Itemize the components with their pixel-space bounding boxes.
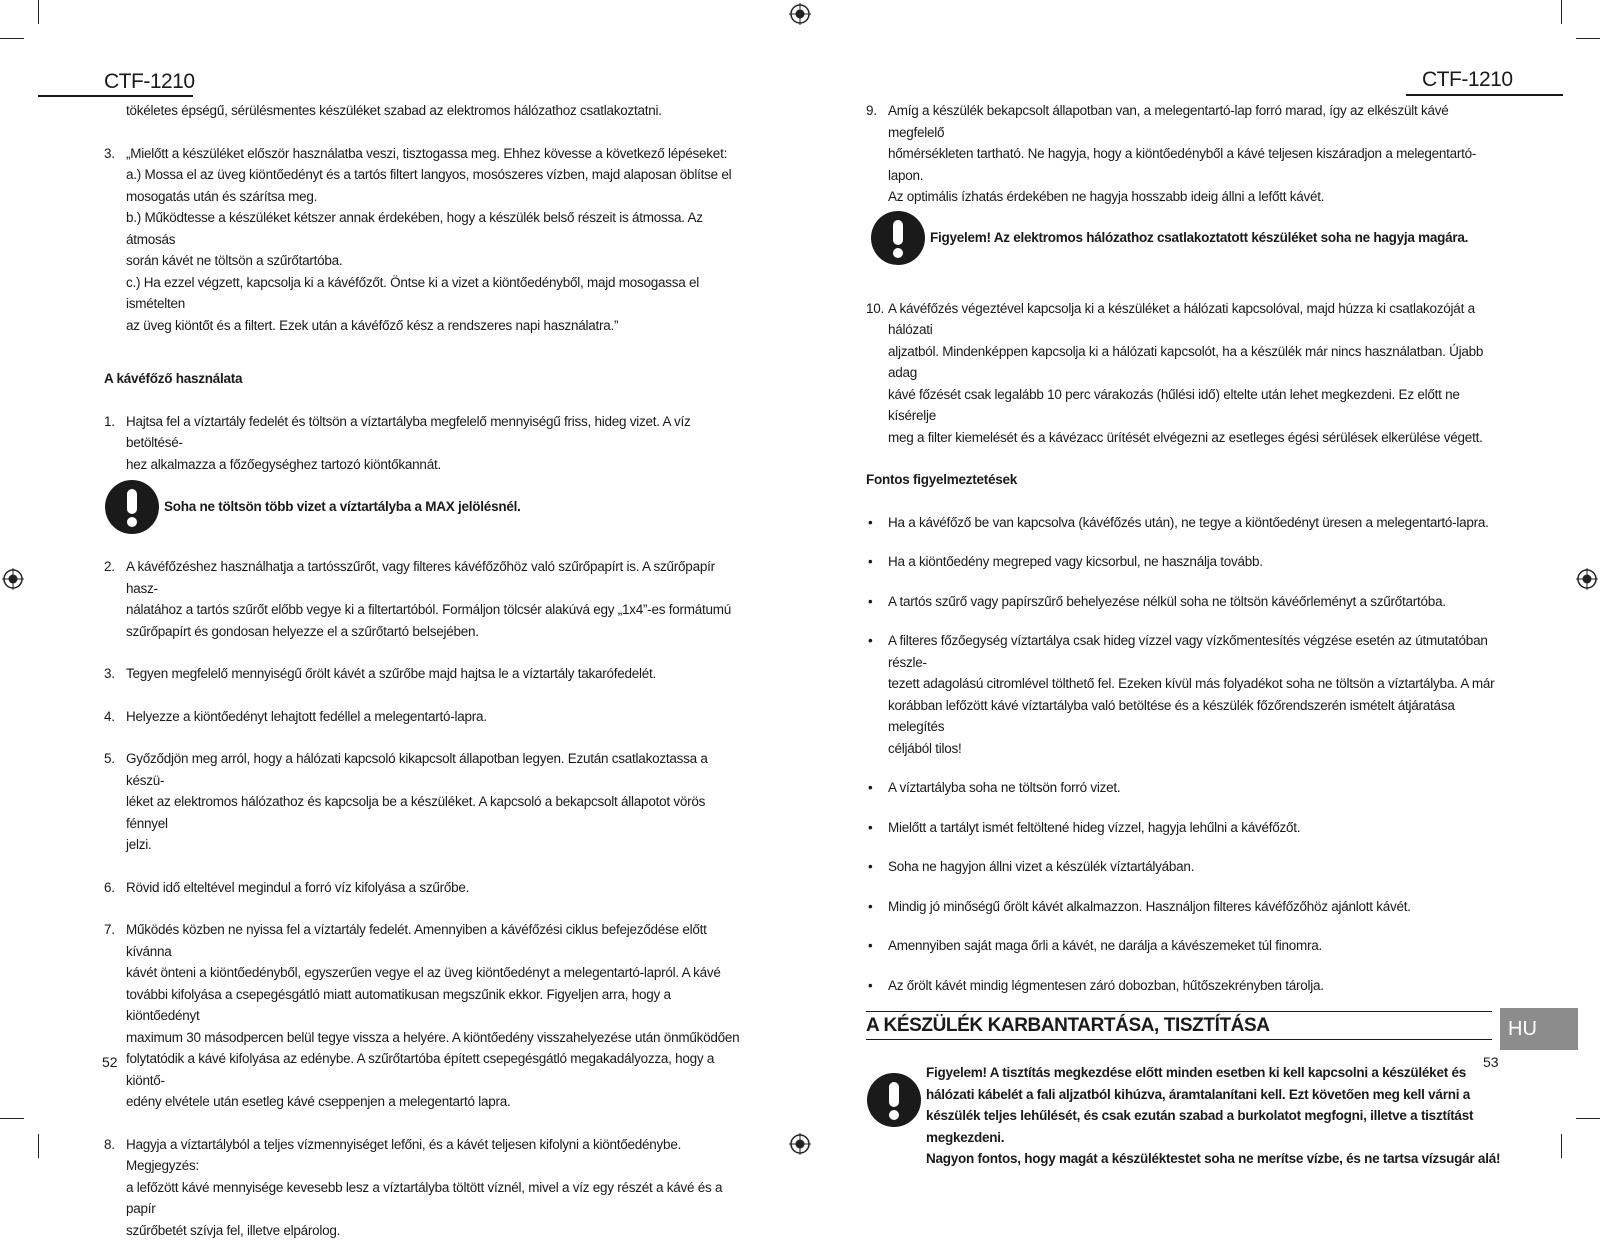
header-rule-left [38, 95, 193, 97]
item-text [888, 856, 1506, 878]
crop-mark [38, 1134, 39, 1158]
registration-mark-icon [789, 3, 811, 25]
text-line: nálatához a tartós szűrőt előbb vegye ki a filtertartóból. Formáljon tölcsér alakúvá egy „1x4”-es formátumú [126, 599, 744, 621]
bullet-item [866, 512, 1506, 534]
text-line: Amíg a készülék bekapcsolt állapotban van, a melegentartó-lap forró marad, így az elkészült kávé megfelelő [888, 100, 1506, 143]
text-line: edény elvétele után esetleg kávé cseppenjen a melegentartó lapra. [126, 1091, 744, 1113]
text-line: a lefőzött kávé mennyisége kevesebb lesz a víztartályba töltött víznél, mivel a víz egy részét a kávé és a papír [126, 1177, 744, 1220]
page-number-right: 53 [1483, 1054, 1499, 1070]
warnings-list [866, 512, 1506, 997]
crop-mark [0, 38, 24, 39]
list-number: 8. [104, 1134, 126, 1241]
list-item [104, 877, 744, 899]
text-line: hőmérsékleten tartható. Ne hagyja, hogy a kiöntőedényből a kávé teljesen kiszáradjon a melegentartó-lapon. [888, 143, 1506, 186]
text-line: A tartós szűrő vagy papírszűrő behelyezése nélkül soha ne töltsön kávéőrleményt a szűrőtartóba. [888, 591, 1506, 613]
model-name-right: CTF-1210 [1422, 68, 1513, 92]
text-line: az üveg kiöntőt és a filtert. Ezek után a kávéfőző kész a rendszeres napi használatra.” [126, 315, 744, 337]
bullet-icon: • [866, 777, 888, 799]
item-text [126, 877, 744, 899]
text-line: szűrőbetét szívja fel, illetve elpárolog. [126, 1220, 744, 1241]
text-line: Tegyen megfelelő mennyiségű őrölt kávét a szűrőbe majd hajtsa le a víztartály takarófedelét. [126, 663, 744, 685]
item-text [888, 935, 1506, 957]
text-line: készülék teljes lehűlését, és csak ezután szabad a burkolatot megfogni, illetve a tisztítást [926, 1105, 1500, 1127]
text-line: A filteres főzőegység víztartálya csak hideg vízzel vagy vízkőmentesítés végzése esetén az útmutatóban részle- [888, 630, 1506, 673]
bullet-icon: • [866, 630, 888, 759]
text-line: Soha ne hagyjon állni vizet a készülék víztartályában. [888, 856, 1506, 878]
item-text [888, 591, 1506, 613]
list-item [104, 706, 744, 728]
crop-mark [1561, 0, 1562, 24]
bullet-item [866, 817, 1506, 839]
text-line: b.) Működtesse a készüléket kétszer annak érdekében, hogy a készülék belső részeit is átmossa. Az átmosás [126, 207, 744, 250]
item-text [888, 777, 1506, 799]
text-line: A víztartályba soha ne töltsön forró vizet. [888, 777, 1506, 799]
exclamation-warning-icon [104, 479, 160, 535]
text-line: léket az elektromos hálózathoz és kapcsolja be a készüléket. A kapcsoló a bekapcsolt állapotot vörös fénnyel [126, 791, 744, 834]
list-item [104, 411, 744, 476]
crop-mark [38, 0, 39, 24]
item-text [126, 748, 744, 856]
list-number: 1. [104, 411, 126, 476]
list-number: 7. [104, 919, 126, 1113]
crop-mark [1561, 1134, 1562, 1158]
model-name-left: CTF-1210 [104, 70, 195, 94]
bullet-item [866, 856, 1506, 878]
text-line: Hagyja a víztartályból a teljes vízmennyiséget lefőni, és a kávét teljesen kifolyni a kiöntőedénybe. Megjegyzés: [126, 1134, 744, 1177]
text-line: Amennyiben saját maga őrli a kávét, ne darálja a kávészemeket túl finomra. [888, 935, 1506, 957]
list-item [104, 919, 744, 1113]
bullet-icon: • [866, 896, 888, 918]
item-text [888, 512, 1506, 534]
text-line: Az optimális ízhatás érdekében ne hagyja hosszabb ideig állni a lefőtt kávét. [888, 186, 1506, 208]
text-line: Működés közben ne nyissa fel a víztartály fedelét. Amennyiben a kávéfőzési ciklus befejeződése előtt kívánna [126, 919, 744, 962]
right-page [866, 100, 1506, 1170]
text-line: további kifolyása a csepegésgátló miatt automatikusan megszűnik ekkor. Figyeljen arra, hogy a kiöntőedényt [126, 984, 744, 1027]
text-line: mosogatás után és szárítsa meg. [126, 186, 744, 208]
warning-text: Soha ne töltsön több vizet a víztartályba a MAX jelölésnél. [164, 496, 521, 518]
item-text [126, 919, 744, 1113]
crop-mark [1576, 38, 1600, 39]
bullet-icon: • [866, 975, 888, 997]
list-number: 2. [104, 556, 126, 642]
list-item: 9. Amíg a készülék bekapcsolt állapotban van, a melegentartó-lap forró marad, így az elkészült kávé megfelelő hőmérsékleten tartható. Ne hagyja, hogy a kiöntőedényből a kávé teljesen kiszáradjon a melegentartó-lapon. Az optimális ízhatás érdekében ne hagyja hosszabb ideig állni a lefőtt kávét. [866, 100, 1506, 208]
bullet-icon: • [866, 817, 888, 839]
text-line: maximum 30 másodpercen belül tegye vissza a helyére. A kiöntőedény visszahelyezése után önműködően [126, 1027, 744, 1049]
list-item: 10. A kávéfőzés végeztével kapcsolja ki a készüléket a hálózati kapcsolóval, majd húzza ki csatlakozóját a hálózati aljzatból. Mindenképpen kapcsolja ki a hálózati kapcsolót, ha a készülék már nincs használatban. Újabb adag kávé főzését csak legalább 10 perc várakozás (hűlési idő) eltelte után lehet megkezdeni. Ez előtt ne kísérelje meg a filter kiemelését és a kávézacc ürítését elvégezni az esetleges égési sérülések elkerülése végett. [866, 298, 1506, 449]
registration-mark-icon [789, 1133, 811, 1155]
item-text [126, 556, 744, 642]
bullet-item [866, 630, 1506, 759]
warning-box [866, 1062, 1506, 1170]
text-line: A kávéfőzéshez használhatja a tartósszűrőt, vagy filteres kávéfőzőhöz való szűrőpapírt is. A szűrőpapír hasz- [126, 556, 744, 599]
text-line: hálózati kábelét a fali aljzatból kihúzva, áramtalanítani kell. Ezt követően meg kell várni a [926, 1084, 1500, 1106]
maintenance-heading: A KÉSZÜLÉK KARBANTARTÁSA, TISZTÍTÁSA [866, 1011, 1492, 1040]
warning-text: Figyelem! Az elektromos hálózathoz csatlakoztatott készüléket soha ne hagyja magára. [930, 227, 1468, 249]
bullet-item [866, 975, 1506, 997]
page-number-left: 52 [102, 1054, 118, 1070]
text-line: megkezdeni. [926, 1127, 1500, 1149]
text-line: szűrőpapírt és gondosan helyezze el a szűrőtartó belsejében. [126, 621, 744, 643]
item-text [888, 975, 1506, 997]
usage-list [104, 556, 744, 1241]
item-text [126, 663, 744, 685]
text-line: Mielőtt a tartályt ismét feltöltené hideg vízzel, hagyja lehűlni a kávéfőzőt. [888, 817, 1506, 839]
exclamation-warning-icon [866, 1072, 922, 1128]
warnings-heading: Fontos figyelmeztetések [866, 469, 1506, 491]
text-line: jelzi. [126, 834, 744, 856]
text-line: a.) Mossa el az üveg kiöntőedényt és a tartós filtert langyos, mosószeres vízben, majd alaposan öblítse el [126, 164, 744, 186]
text-line: folytatódik a kávé kifolyása az edénybe. A szűrőtartóba épített csepegésgátló megakadályozza, hogy a kiöntő- [126, 1048, 744, 1091]
text-line: A kávéfőzés végeztével kapcsolja ki a készüléket a hálózati kapcsolóval, majd húzza ki csatlakozóját a hálózati [888, 298, 1506, 341]
bullet-item [866, 935, 1506, 957]
text-line: Nagyon fontos, hogy magát a készüléktestet soha ne merítse vízbe, és ne tartsa vízsugár alá! [926, 1148, 1500, 1170]
item-text [888, 630, 1506, 759]
item-text [126, 1134, 744, 1241]
text-line: kávét önteni a kiöntőedényből, egyszerűen vegye el az üveg kiöntőedényt a melegentartó-lapról. A kávé [126, 962, 744, 984]
bullet-icon: • [866, 512, 888, 534]
item-text [888, 298, 1506, 449]
bullet-item [866, 591, 1506, 613]
text-line: céljából tilos! [888, 738, 1506, 760]
item-text [888, 896, 1506, 918]
crop-mark [1576, 1118, 1600, 1119]
crop-mark [0, 1118, 24, 1119]
text-line: Hajtsa fel a víztartály fedelét és töltsön a víztartályba megfelelő mennyiségű friss, hideg vizet. A víz betöltésé- [126, 411, 744, 454]
text-line: Győződjön meg arról, hogy a hálózati kapcsoló kikapcsolt állapotban legyen. Ezután csatlakoztassa a készü- [126, 748, 744, 791]
text-line: aljzatból. Mindenképpen kapcsolja ki a hálózati kapcsolót, ha a készülék már nincs használatban. Újabb adag [888, 341, 1506, 384]
warning-text [926, 1062, 1500, 1170]
bullet-icon: • [866, 551, 888, 573]
text-line: meg a filter kiemelését és a kávézacc ürítését elvégezni az esetleges égési sérülések elkerülése végett. [888, 427, 1506, 449]
item-text [126, 706, 744, 728]
text-line: Mindig jó minőségű őrölt kávét alkalmazzon. Használjon filteres kávéfőzőhöz ajánlott kávét. [888, 896, 1506, 918]
item-text [888, 551, 1506, 573]
item-text [126, 411, 744, 476]
list-number: 6. [104, 877, 126, 899]
left-page [104, 100, 744, 1241]
usage-list [104, 411, 744, 476]
text-line: c.) Ha ezzel végzett, kapcsolja ki a kávéfőzőt. Öntse ki a vizet a kiöntőedényből, majd mosogassa el ismételten [126, 272, 744, 315]
exclamation-warning-icon [870, 210, 926, 266]
list-item [104, 748, 744, 856]
text-line: Ha a kiöntőedény megreped vagy kicsorbul, ne használja tovább. [888, 551, 1506, 573]
text-line: Ha a kávéfőző be van kapcsolva (kávéfőzés után), ne tegye a kiöntőedényt üresen a melegentartó-lapra. [888, 512, 1506, 534]
list-number: 4. [104, 706, 126, 728]
language-tab: HU [1500, 1008, 1578, 1050]
list-number: 3. [104, 663, 126, 685]
intro-line: tökéletes épségű, sérülésmentes készüléket szabad az elektromos hálózathoz csatlakoztatni. [126, 100, 744, 122]
text-line: Rövid idő elteltével megindul a forró víz kifolyása a szűrőbe. [126, 877, 744, 899]
text-line: Figyelem! A tisztítás megkezdése előtt minden esetben ki kell kapcsolni a készüléket és [926, 1062, 1500, 1084]
registration-mark-icon [2, 568, 24, 590]
bullet-icon: • [866, 591, 888, 613]
item-text [888, 100, 1506, 208]
warning-box [870, 210, 1506, 266]
text-line: tezett adagolású citromlével tölthető fel. Ezeken kívül más folyadékot soha ne töltsön a víztartályba. A már [888, 673, 1506, 695]
list-item [104, 1134, 744, 1241]
bullet-icon: • [866, 935, 888, 957]
text-line: Az őrölt kávét mindig légmentesen záró dobozban, hűtőszekrényben tárolja. [888, 975, 1506, 997]
text-line: kávé főzését csak legalább 10 perc várakozás (hűlési idő) eltelte után lehet megkezdeni. Ez előtt ne kísérelje [888, 384, 1506, 427]
bullet-icon: • [866, 856, 888, 878]
bullet-item [866, 896, 1506, 918]
warning-box [104, 479, 744, 535]
text-line: során kávét ne töltsön a szűrőtartóba. [126, 250, 744, 272]
text-line: Helyezze a kiöntőedényt lehajtott fedéllel a melegentartó-lapra. [126, 706, 744, 728]
registration-mark-icon [1576, 568, 1598, 590]
item-text [888, 817, 1506, 839]
bullet-item [866, 777, 1506, 799]
list-item: 3. „Mielőtt a készüléket először használatba veszi, tisztogassa meg. Ehhez kövesse a következő lépéseket: a.) Mossa el az üveg kiöntőedényt és a tartós filtert langyos, mosószeres vízben, majd alaposan öblítse el mosogatás után és szárítsa meg. b.) Működtesse a készüléket kétszer annak érdekében, hogy a készülék belső részeit is átmossa. Az átmosás során kávét ne töltsön a szűrőtartóba. c.) Ha ezzel végzett, kapcsolja ki a kávéfőzőt. Öntse ki a vizet a kiöntőedényből, majd mosogassa el ismételten az üveg kiöntőt és a filtert. Ezek után a kávéfőző kész a rendszeres napi használatra.” [104, 143, 744, 337]
list-item [104, 556, 744, 642]
text-line: korábban lefőzött kávé víztartályba való betöltése és a készülék főzőrendszerén ismételt átjáratása melegítés [888, 695, 1506, 738]
text-line: hez alkalmazza a főzőegységhez tartozó kiöntőkannát. [126, 454, 744, 476]
list-number: 5. [104, 748, 126, 856]
text-line: „Mielőtt a készüléket először használatba veszi, tisztogassa meg. Ehhez kövesse a következő lépéseket: [126, 143, 744, 165]
bullet-item [866, 551, 1506, 573]
list-item [104, 663, 744, 685]
item-text [126, 143, 744, 337]
header-rule-right [1406, 94, 1563, 96]
usage-heading: A kávéfőző használata [104, 368, 744, 390]
